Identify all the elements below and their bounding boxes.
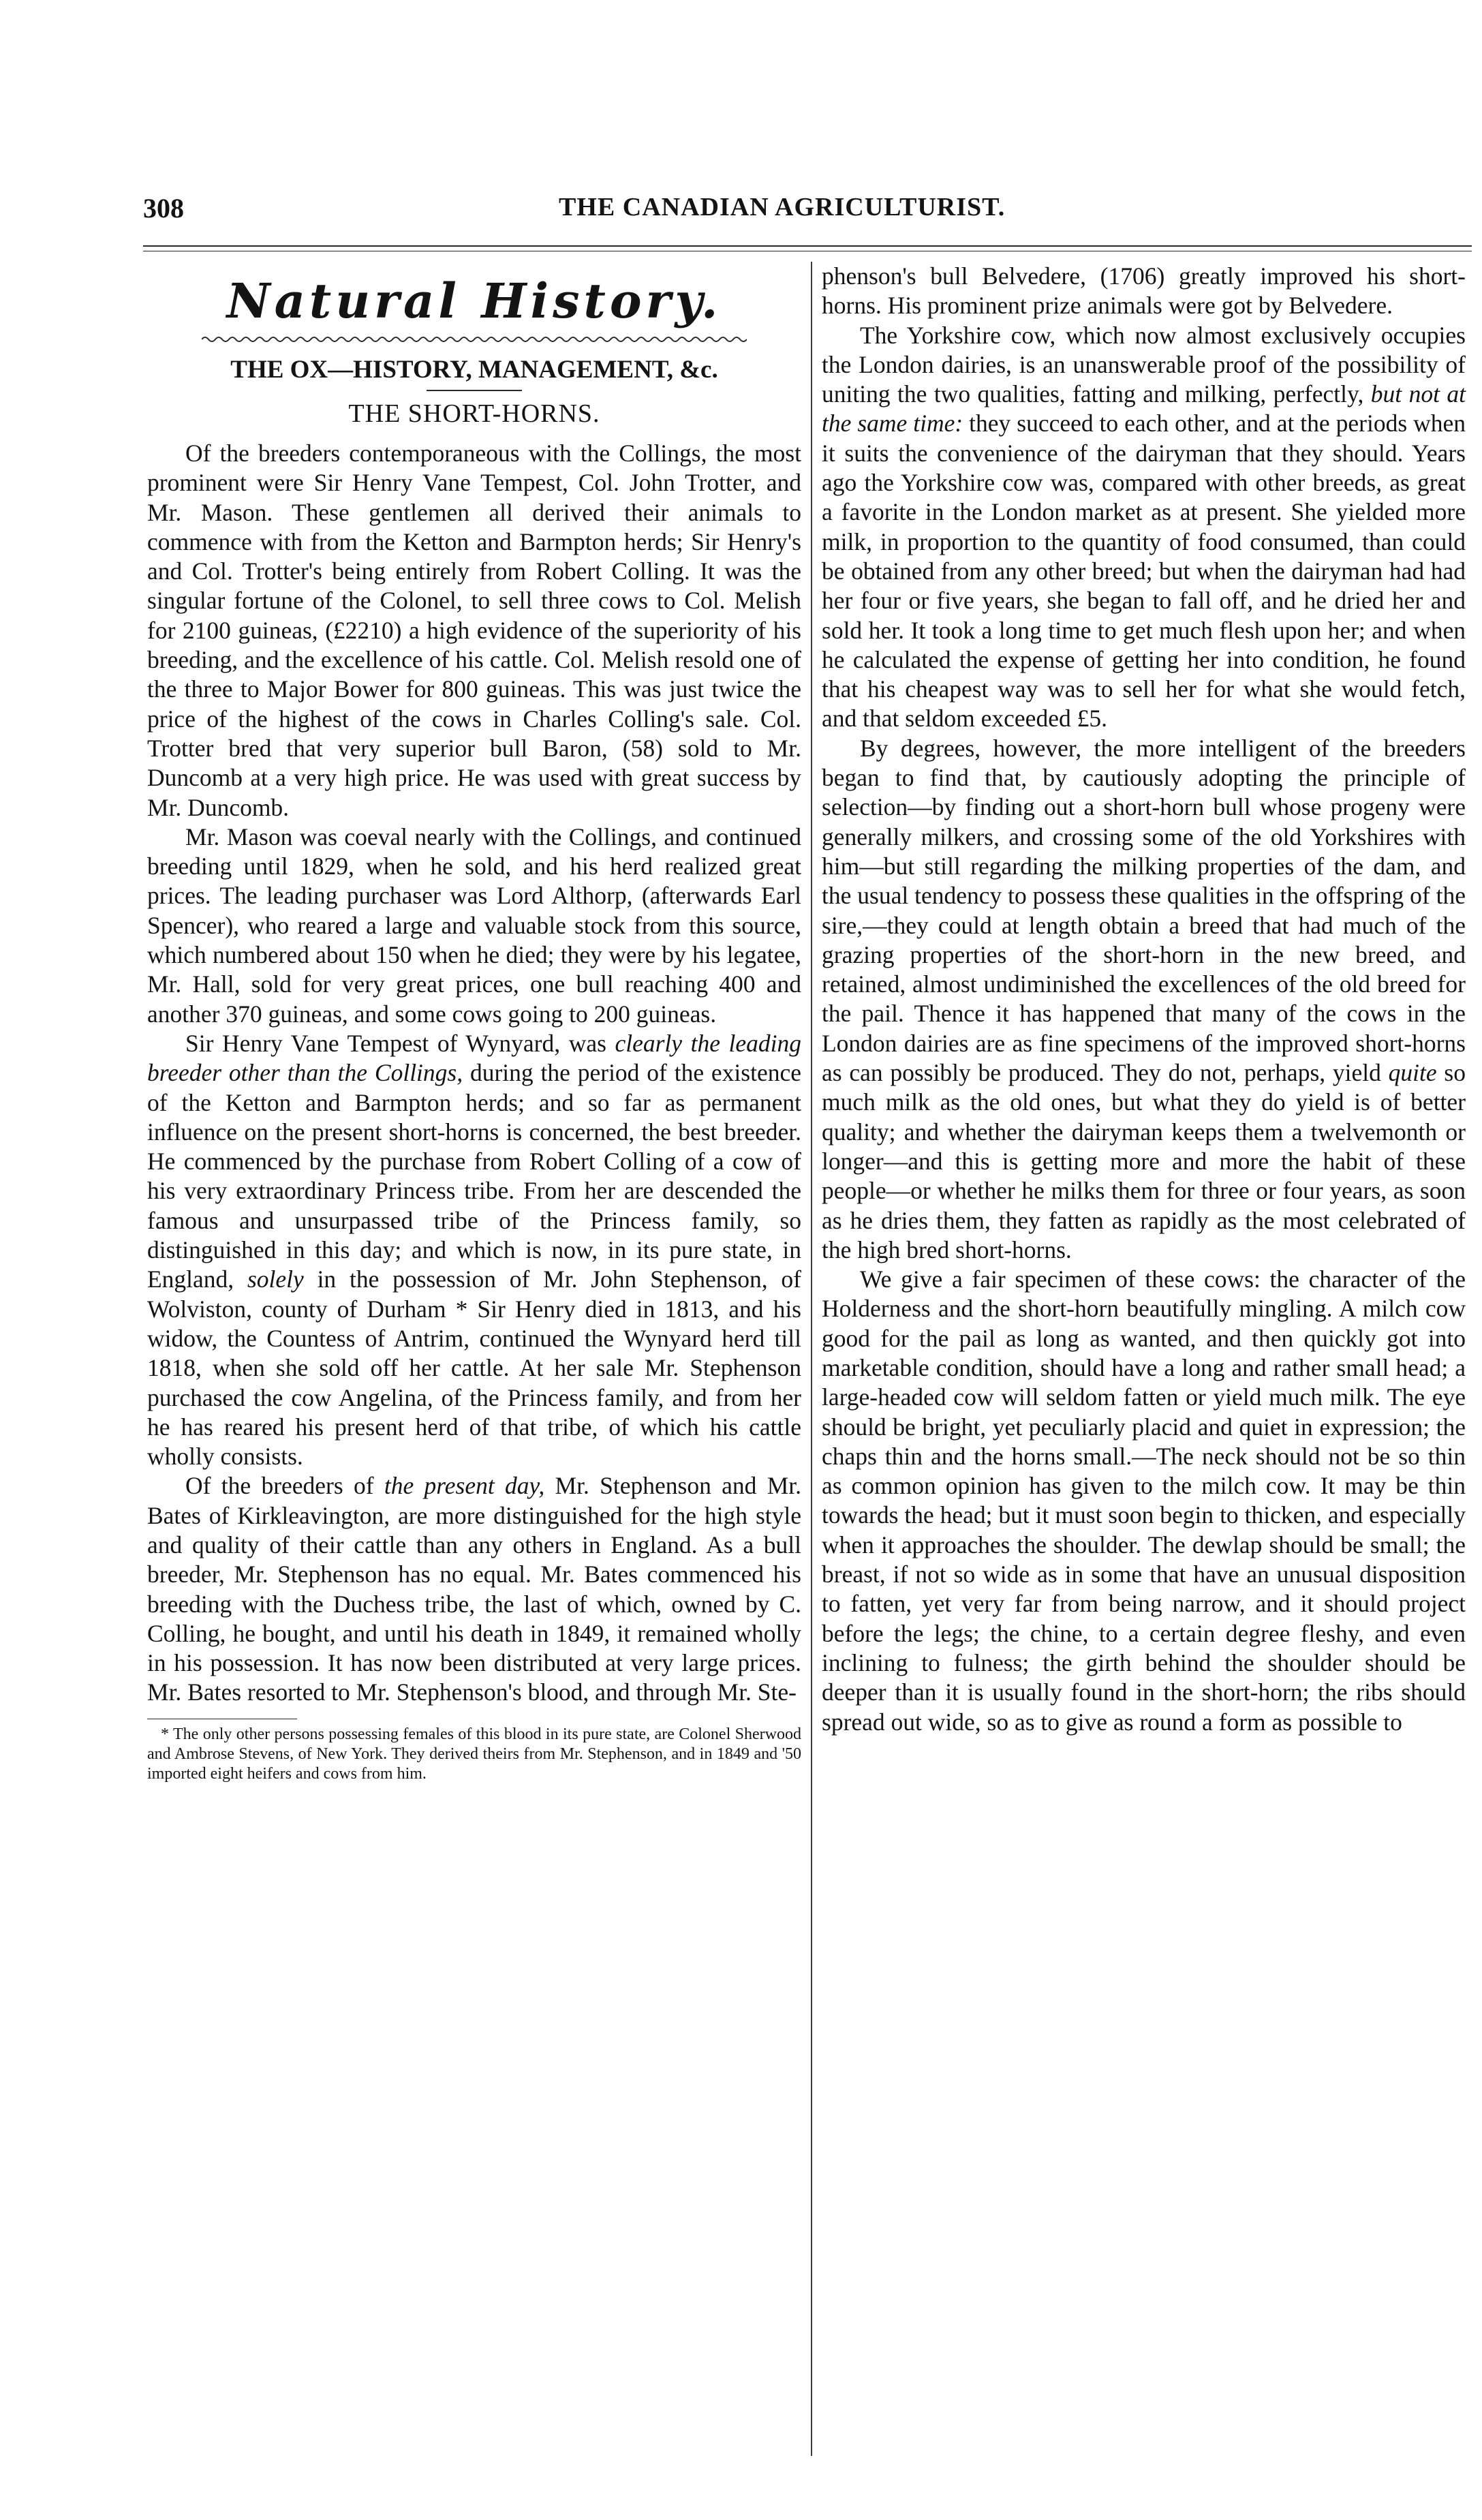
left-column (147, 262, 801, 2456)
text-run: in the possession of Mr. John Stephenson, of Wolviston, county of Durham * Sir Henry died in 1813, and his widow, the Countess of Antrim, continued the Wynyard herd till 1818, when she sold off her cattle. At her sale Mr. Stephenson purchased the cow Angelina, of the Princess family, and from her he has reared his present herd of that tribe, of which his cattle wholly consists. (147, 1265, 801, 1471)
italic-text: clearly the leading breeder other than the Collings, (147, 1029, 801, 1087)
paragraph: Mr. Mason was coeval nearly with the Collings, and continued breeding until 1829, when he sold, and his herd realized great prices. The leading purchaser was Lord Althorp, (afterwards Earl Spencer), who reared a large and valuable stock from this source, which numbered about 150 when he died; they were by his legatee, Mr. Hall, sold for very great prices, one bull reaching 400 and another 370 guineas, and some cows going to 200 guineas. (147, 823, 801, 1028)
paragraph (822, 321, 1466, 734)
italic-text: solely (247, 1265, 304, 1293)
page-number: 308 (143, 193, 184, 224)
text-run: they succeed to each other, and at the periods when it suits the convenience of the dairyman that they should. Years ago the Yorkshire cow was, compared with other breeds, as great a favorite in the London market as at present. She yielded more milk, in proportion to the quantity of food consumed, than could be obtained from any other breed; but when the dairyman had had her four or five years, she began to fall off, and he dried her and sold her. It took a long time to get much flesh upon her; and when he calculated the expense of getting her into condition, he found that his cheapest way was to sell her for what she would fetch, and that seldom exceeded £5. (822, 410, 1466, 733)
text-run: Sir Henry Vane Tempest of Wynyard, was (185, 1029, 615, 1057)
subsection-title: THE SHORT-HORNS. (348, 399, 600, 428)
column-divider (811, 262, 812, 2456)
text-run: so much milk as the old ones, but what they do yield is of better quality; and whether the dairyman keeps them a twelvemonth or longer—and this is getting more and more the habit of these people—or whether he milks them for three or four years, as soon as he dries them, they fatten as rapidly as the most celebrated of the high bred short-horns. (822, 1059, 1466, 1263)
italic-text: but not at the same time: (822, 380, 1466, 437)
running-head (143, 192, 1482, 233)
paragraph (147, 1029, 801, 1471)
text-run: By degrees, however, the more intelligent of the breeders began to find that, by cautiously adopting the principle of selection—by finding out a short-horn bull whose progeny were generally milkers, and crossing some of the old Yorkshires with him—but still regarding the milking properties of the dam, and the usual tendency to possess these qualities in the offspring of the sire,—they could at length obtain a breed that had much of the grazing properties of the short-horn in the new breed, and retained, almost undiminished the excellences of the old breed for the pail. Thence it has happened that many of the cows in the London dairies are as fine specimens of the improved short-horns as can possibly be produced. They do not, perhaps, yield (822, 734, 1466, 1087)
paragraph: phenson's bull Belvedere, (1706) greatly improved his short-horns. His prominent prize animals were got by Belvedere. (822, 262, 1466, 320)
section-title: Natural History. (226, 273, 722, 329)
paragraph (822, 734, 1466, 1265)
right-column (822, 262, 1466, 2456)
running-title: THE CANADIAN AGRICULTURIST. (559, 193, 1006, 221)
text-run: during the period of the existence of the Ketton and Barmpton herds; and so far as permanent influence on the present short-horns is concerned, the best breeder. He commenced by the purchase from Robert Colling of a cow of his very extraordinary Princess tribe. From her are descended the famous and unsurpassed tribe of the Princess family, so distinguished in this day; and which is now, in its pure state, in England, (147, 1059, 801, 1293)
italic-text: quite (1388, 1059, 1437, 1087)
italic-text: the present day, (384, 1472, 545, 1500)
paragraph (147, 1471, 801, 1707)
header-rule (143, 245, 1472, 247)
article-title: THE OX—HISTORY, MANAGEMENT, &c. (230, 356, 718, 384)
paragraph: Of the breeders contemporaneous with the Collings, the most prominent were Sir Henry Vane Tempest, Col. John Trotter, and Mr. Mason. These gentlemen all derived their animals to commence with from the Ketton and Barmpton herds; Sir Henry's and Col. Trotter's being entirely from Robert Colling. It was the singular fortune of the Colonel, to sell three cows to Col. Melish for 2100 guineas, (£2210) a high evidence of the superiority of his breeding, and the excellence of his cattle. Col. Melish resold one of the three to Major Bower for 800 guineas. This was just twice the price of the highest of the cows in Charles Colling's sale. Col. Trotter bred that very superior bull Baron, (58) sold to Mr. Duncomb at a very high price. He was used with great success by Mr. Duncomb. (147, 440, 801, 821)
text-run: Of the breeders of (185, 1472, 384, 1500)
wavy-divider (202, 334, 747, 345)
paragraph: We give a fair specimen of these cows: the character of the Holderness and the short-horn beautifully mingling. A milch cow good for the pail as long as wanted, and then quickly got into marketable condition, should have a long and rather small head; a large-headed cow will seldom fatten or yield much milk. The eye should be bright, yet peculiarly placid and quiet in expression; the chaps thin and the horns small.—The neck should not be so thin as common opinion has given to the milch cow. It may be thin towards the head; but it must soon begin to thicken, and especially when it approaches the shoulder. The dewlap should be small; the breast, if not so wide as in some that have an unusual disposition to fatten, yet very far from being narrow, and it should project before the legs; the chine, to a certain degree fleshy, and even inclining to fulness; the girth behind the shoulder should be deeper than it is usually found in the short-horn; the ribs should spread out wide, so as to give as round a form as possible to (822, 1265, 1466, 1736)
footnote: * The only other persons possessing females of this blood in its pure state, are Colonel Sherwood and Ambrose Stevens, of New York. They derived theirs from Mr. Stephenson, and in 1849 and '50 imported eight heifers and cows from him. (147, 1725, 801, 1783)
title-rule (427, 390, 522, 391)
text-run: The Yorkshire cow, which now almost exclusively occupies the London dairies, is an unanswerable proof of the possibility of uniting the two qualities, fatting and milking, perfectly, (822, 321, 1466, 408)
text-run: Mr. Stephenson and Mr. Bates of Kirkleavington, are more distinguished for the high style and quality of their cattle than any others in England. As a bull breeder, Mr. Stephenson has no equal. Mr. Bates commenced his breeding with the Duchess tribe, the last of which, owned by C. Colling, he bought, and until his death in 1849, it remained wholly in his possession. It has now been distributed at very large prices. Mr. Bates resorted to Mr. Stephenson's blood, and through Mr. Ste- (147, 1472, 801, 1706)
